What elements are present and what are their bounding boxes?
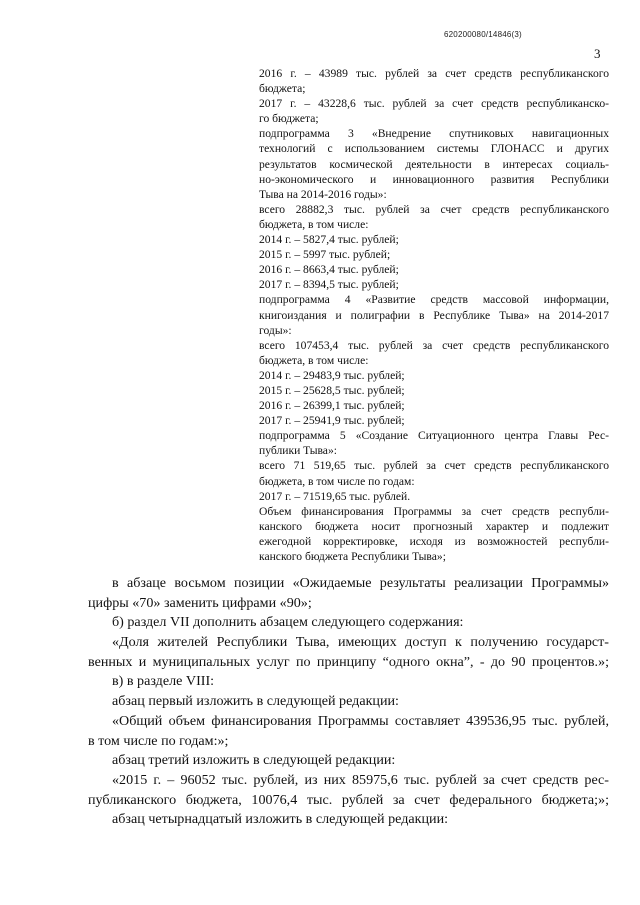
column-line: канского бюджета Республики Тыва»; — [259, 550, 446, 563]
column-line: годы»: — [259, 323, 292, 337]
column-line: бюджета, в том числе: — [259, 217, 369, 231]
column-line: подпрограмма 5 «Создание Ситуационного центра Главы Рес- — [259, 429, 609, 443]
body-line: в) в разделе VIII: — [112, 673, 215, 690]
financing-column — [259, 66, 609, 564]
body-line: цифры «70» заменить цифрами «90»; — [88, 594, 312, 611]
column-line: 2017 г. – 43228,6 тыс. рублей за счет средств республиканско- — [259, 97, 609, 111]
body-line: в том числе по годам:»; — [88, 732, 229, 749]
column-line: бюджета; — [259, 82, 306, 96]
column-line: но-экономического и инновационного развития Республики — [259, 172, 609, 186]
column-line: бюджета, в том числе по годам: — [259, 474, 415, 488]
column-line: 2017 г. – 8394,5 тыс. рублей; — [259, 278, 399, 292]
body-line: в абзаце восьмом позиции «Ожидаемые результаты реализации Программы» — [112, 575, 609, 591]
body-line: абзац первый изложить в следующей редакции: — [112, 693, 399, 710]
column-line: всего 71 519,65 тыс. рублей за счет средств республиканского — [259, 459, 609, 473]
column-line: 2016 г. – 8663,4 тыс. рублей; — [259, 263, 399, 277]
column-line: 2014 г. – 29483,9 тыс. рублей; — [259, 368, 405, 382]
column-line: Объем финансирования Программы за счет средств республи- — [259, 504, 609, 518]
column-line: книгоиздания и полиграфии в Республике Тыва» на 2014-2017 — [259, 308, 609, 322]
body-line: абзац третий изложить в следующей редакции: — [112, 752, 396, 769]
column-line: 2017 г. – 71519,65 тыс. рублей. — [259, 489, 411, 503]
column-line: технологий с использованием системы ГЛОНАСС и других — [259, 142, 609, 156]
column-line: бюджета, в том числе: — [259, 353, 369, 367]
body-line: публиканского бюджета, 10076,4 тыс. рублей за счет федерального бюджета;»; — [88, 791, 609, 808]
body-line: б) раздел VII дополнить абзацем следующего содержания: — [112, 614, 464, 631]
column-line: 2016 г. – 26399,1 тыс. рублей; — [259, 399, 405, 413]
column-line: Тыва на 2014-2016 годы»: — [259, 187, 387, 201]
column-line: результатов космической деятельности в интересах социаль- — [259, 157, 609, 171]
column-line: 2017 г. – 25941,9 тыс. рублей; — [259, 414, 405, 428]
column-line: 2014 г. – 5827,4 тыс. рублей; — [259, 233, 399, 247]
column-line: подпрограмма 3 «Внедрение спутниковых навигационных — [259, 127, 609, 141]
column-line: ежегодной корректировке, исходя из возможностей республи- — [259, 534, 609, 548]
amendments-body — [88, 574, 609, 830]
column-line: го бюджета; — [259, 112, 319, 126]
column-line: канского бюджета носит прогнозный характер и подлежит — [259, 519, 609, 533]
column-line: подпрограмма 4 «Развитие средств массовой информации, — [259, 293, 609, 307]
body-line: абзац четырнадцатый изложить в следующей редакции: — [112, 811, 449, 828]
body-line: «2015 г. – 96052 тыс. рублей, из них 85975,6 тыс. рублей за счет средств рес- — [112, 771, 609, 788]
column-line: 2015 г. – 25628,5 тыс. рублей; — [259, 383, 405, 397]
column-line: всего 28882,3 тыс. рублей за счет средств республиканского — [259, 202, 609, 216]
body-line: «Общий объем финансирования Программы составляет 439536,95 тыс. рублей, — [112, 712, 609, 729]
page-number: 3 — [594, 46, 601, 61]
column-line: публики Тыва»: — [259, 444, 337, 458]
column-line: 2016 г. – 43989 тыс. рублей за счет средств республиканского — [259, 67, 609, 80]
column-line: всего 107453,4 тыс. рублей за счет средств республиканского — [259, 338, 609, 352]
body-line: венных и муниципальных услуг по принципу “одного окна”, - до 90 процентов.»; — [88, 653, 609, 670]
body-line: «Доля жителей Республики Тыва, имеющих доступ к получению государст- — [112, 634, 609, 651]
document-id: 620200080/14846(3) — [444, 30, 522, 39]
column-line: 2015 г. – 5997 тыс. рублей; — [259, 248, 391, 262]
